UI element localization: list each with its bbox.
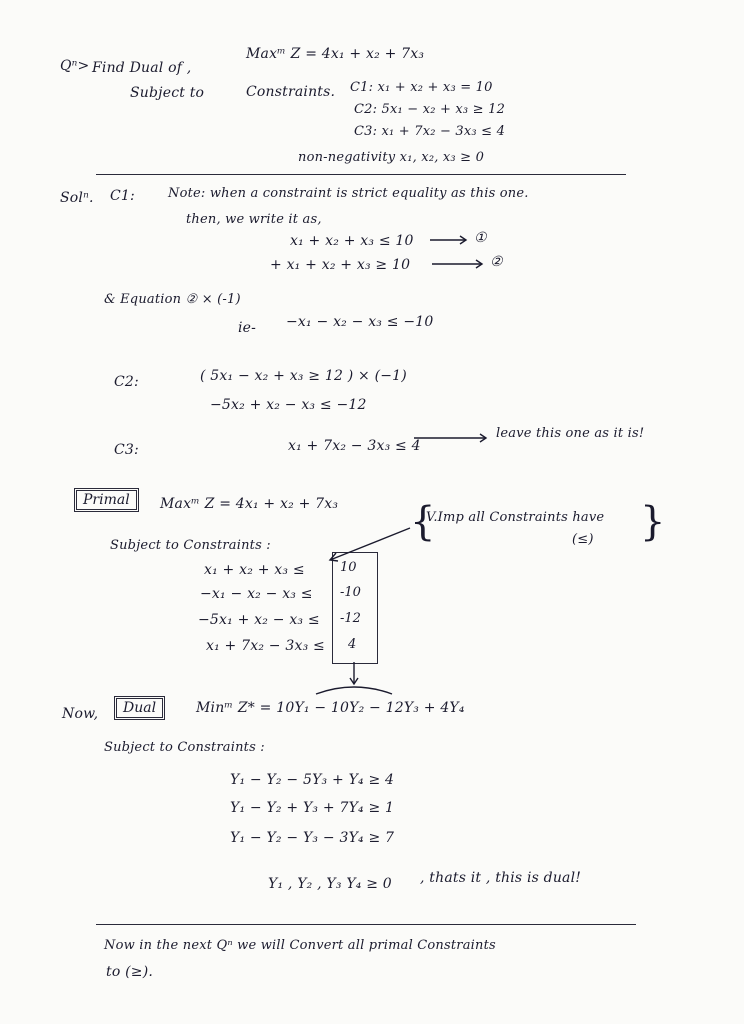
c2-equation-1: ( 5x₁ − x₂ + x₃ ≥ 12 ) × (−1) [200, 368, 407, 384]
c2-equation-2: −5x₂ + x₂ − x₃ ≤ −12 [210, 397, 367, 413]
multiply-note: & Equation ② × (-1) [104, 292, 241, 307]
question-constraint-c1: C1: x₁ + x₂ + x₃ = 10 [350, 80, 493, 95]
section-divider [96, 174, 626, 175]
note-open-brace: { [410, 499, 436, 545]
equation-1: x₁ + x₂ + x₃ ≤ 10 [290, 233, 414, 249]
primal-rhs-4: 4 [348, 637, 357, 652]
question-subject-to: Subject to [130, 85, 205, 101]
primal-subject-to: Subject to Constraints : [110, 538, 271, 553]
ie-label: ie- [238, 320, 257, 336]
c3-equation: x₁ + 7x₂ − 3x₃ ≤ 4 [288, 438, 421, 454]
solution-note-line2: then, we write it as, [186, 212, 322, 227]
dual-box-label: Dual [114, 696, 165, 720]
footer-divider [96, 924, 636, 925]
solution-c1-label: C1: [110, 188, 135, 204]
dual-subject-to: Subject to Constraints : [104, 740, 265, 755]
dual-coeff-brace [316, 687, 392, 694]
solution-note-line1: Note: when a constraint is strict equality as this one. [168, 186, 529, 201]
primal-important-note: V.Imp all Constraints have [426, 510, 605, 525]
dual-objective: Minᵐ Z* = 10Y₁ − 10Y₂ − 12Y₃ + 4Y₄ [196, 700, 465, 716]
footer-line-1: Now in the next Qⁿ we will Convert all primal Constraints [104, 938, 496, 953]
question-label: Qⁿ> [60, 58, 90, 74]
dual-row-1: Y₁ − Y₂ − 5Y₃ + Y₄ ≥ 4 [230, 772, 395, 788]
equation-2: + x₁ + x₂ + x₃ ≥ 10 [270, 257, 411, 273]
question-nonnegativity: non-negativity x₁, x₂, x₃ ≥ 0 [298, 150, 485, 165]
note-close-brace: } [640, 499, 666, 545]
question-constraint-c3: C3: x₁ + 7x₂ − 3x₃ ≤ 4 [354, 124, 506, 139]
dual-row-3: Y₁ − Y₂ − Y₃ − 3Y₄ ≥ 7 [230, 830, 395, 846]
solution-label: Solⁿ. [60, 190, 94, 206]
primal-rhs-2: -10 [340, 585, 361, 600]
c3-note: leave this one as it is! [496, 426, 645, 441]
equation-1-tag: ① [474, 230, 487, 246]
primal-rhs-3: -12 [340, 611, 361, 626]
primal-rhs-1: 10 [340, 560, 357, 575]
footer-line-2: to (≥). [106, 964, 154, 980]
solution-c3-label: C3: [114, 442, 139, 458]
dual-nonnegativity: Y₁ , Y₂ , Y₃ Y₄ ≥ 0 [268, 876, 392, 892]
dual-now: Now, [62, 706, 99, 722]
question-constraints-label: Constraints. [246, 84, 336, 100]
ie-equation: −x₁ − x₂ − x₃ ≤ −10 [286, 314, 434, 330]
equation-2-tag: ② [490, 254, 503, 270]
dual-row-2: Y₁ − Y₂ + Y₃ + 7Y₄ ≥ 1 [230, 800, 395, 816]
primal-objective: Maxᵐ Z = 4x₁ + x₂ + 7x₃ [160, 496, 339, 512]
primal-row-4: x₁ + 7x₂ − 3x₃ ≤ [206, 638, 325, 654]
primal-row-1: x₁ + x₂ + x₃ ≤ [204, 562, 305, 578]
question-constraint-c2: C2: 5x₁ − x₂ + x₃ ≥ 12 [354, 102, 506, 117]
question-objective: Maxᵐ Z = 4x₁ + x₂ + 7x₃ [246, 46, 425, 62]
primal-row-2: −x₁ − x₂ − x₃ ≤ [200, 586, 313, 602]
primal-row-3: −5x₁ + x₂ − x₃ ≤ [198, 612, 320, 628]
solution-c2-label: C2: [114, 374, 139, 390]
question-title: Find Dual of , [92, 60, 192, 76]
dual-done-note: , thats it , this is dual! [420, 870, 582, 886]
primal-important-sign: (≤) [572, 532, 594, 547]
primal-box-label: Primal [74, 488, 139, 512]
